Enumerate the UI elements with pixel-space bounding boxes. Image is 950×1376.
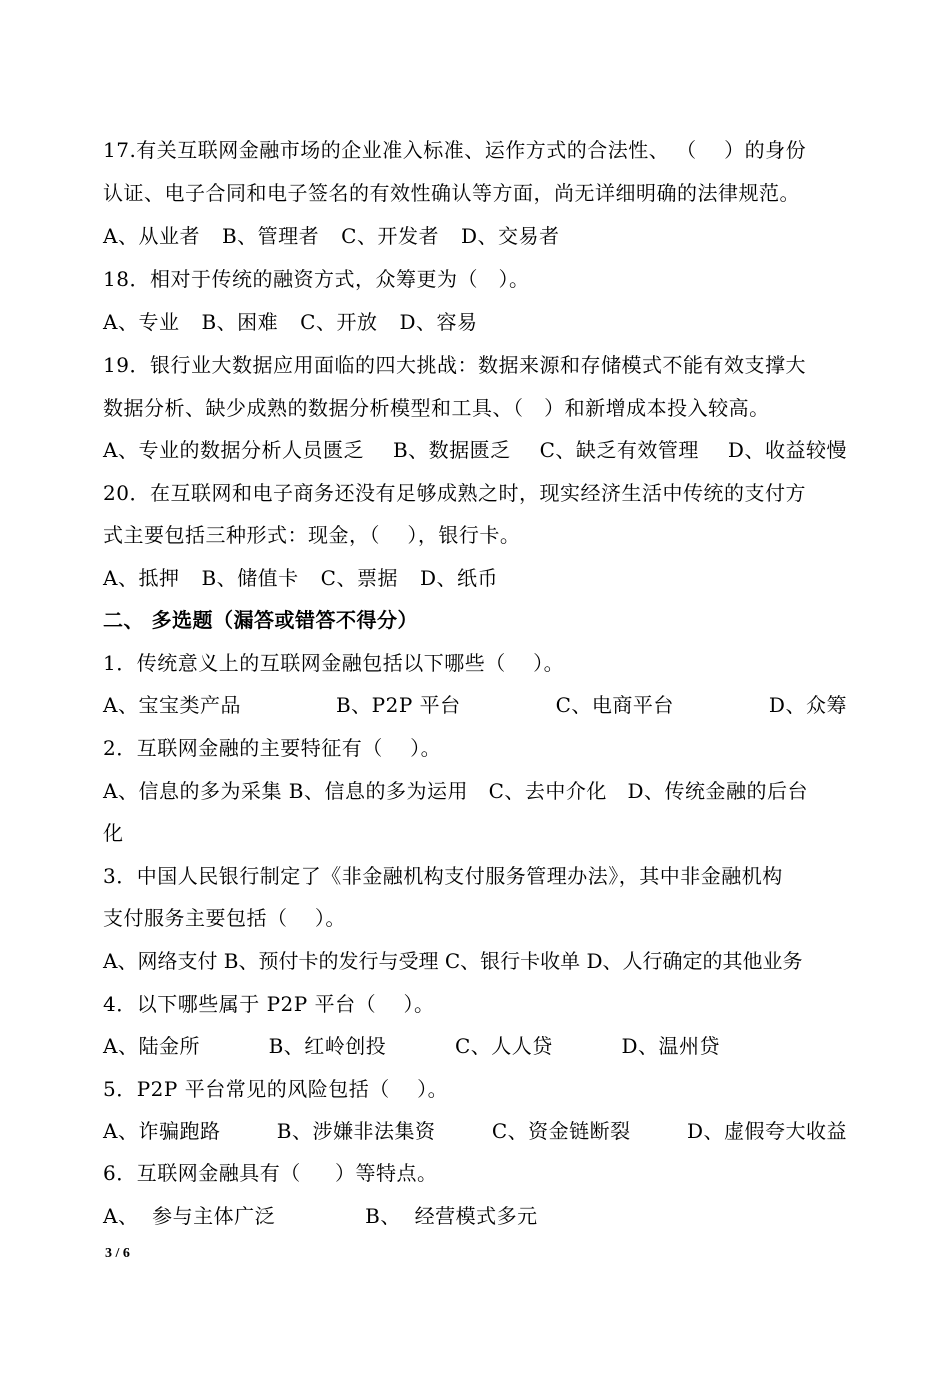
option-d: D、纸币: [419, 566, 499, 590]
question-20-text-line2: 式主要包括三种形式：现金，（ ），银行卡。: [103, 523, 521, 547]
question-18-text: 18．相对于传统的融资方式，众筹更为（ ）。: [103, 267, 530, 291]
option-b: B、涉嫌非法集资: [276, 1119, 436, 1143]
multi-question-2-options-wrap: 化: [103, 821, 124, 845]
question-19-text-line1: 19．银行业大数据应用面临的四大挑战：数据来源和存储模式不能有效支撑大: [103, 353, 806, 377]
option-c: C、开发者: [341, 224, 439, 248]
option-b: B、储值卡: [201, 566, 299, 590]
option-a: A、陆金所: [103, 1034, 200, 1058]
option-c: C、开放: [300, 310, 378, 334]
question-20-options: [103, 563, 847, 593]
option-a: A、宝宝类产品: [103, 693, 241, 717]
question-17-text-line1: 17.有关互联网金融市场的企业准入标准、运作方式的合法性、 （ ）的身份: [103, 138, 807, 162]
section-heading-multiple-choice: 二、 多选题（漏答或错答不得分）: [103, 608, 418, 632]
option-b: B、管理者: [221, 224, 320, 248]
question-19-options: [103, 435, 847, 465]
question-17-text-line2: 认证、电子合同和电子签名的有效性确认等方面，尚无详细明确的法律规范。: [103, 181, 800, 205]
multi-question-4-options: [103, 1031, 720, 1061]
option-a: A、专业的数据分析人员匮乏: [103, 438, 364, 462]
option-c: C、票据: [320, 566, 398, 590]
option-c: C、电商平台: [555, 693, 674, 717]
multi-question-1-text: 1．传统意义上的互联网金融包括以下哪些（ ）。: [103, 651, 565, 675]
option-d: D、收益较慢: [727, 438, 847, 462]
question-19-text-line2: 数据分析、缺少成熟的数据分析模型和工具、（ ）和新增成本投入较高。: [103, 396, 770, 420]
multi-question-3-text-line1: 3．中国人民银行制定了《非金融机构支付服务管理办法》，其中非金融机构: [103, 864, 783, 888]
option-a: A、从业者: [103, 224, 200, 248]
option-b: B、红岭创投: [268, 1034, 387, 1058]
multi-question-5-options: [103, 1116, 847, 1146]
option-d: D、交易者: [460, 224, 560, 248]
question-18-options: [103, 307, 847, 337]
multi-question-4-text: 4．以下哪些属于 P2P 平台（ ）。: [103, 992, 435, 1016]
option-b: B、 经营模式多元: [365, 1204, 538, 1228]
multi-question-6-text: 6．互联网金融具有（ ）等特点。: [103, 1161, 438, 1185]
option-a: A、抵押: [103, 566, 180, 590]
option-b: B、数据匮乏: [392, 438, 511, 462]
multi-question-2-options: A、信息的多为采集 B、信息的多为运用 C、去中介化 D、传统金融的后台: [103, 779, 808, 803]
option-b: B、P2P 平台: [335, 693, 461, 717]
option-d: D、容易: [399, 310, 478, 334]
option-d: D、温州贷: [621, 1034, 720, 1058]
multi-question-3-text-line2: 支付服务主要包括（ ）。: [103, 906, 346, 930]
option-c: C、缺乏有效管理: [539, 438, 699, 462]
option-d: D、众筹: [768, 693, 847, 717]
option-b: B、困难: [201, 310, 279, 334]
question-17-options: [103, 221, 847, 251]
question-20-text-line1: 20．在互联网和电子商务还没有足够成熟之时，现实经济生活中传统的支付方: [103, 481, 806, 505]
multi-question-2-text: 2．互联网金融的主要特征有（ ）。: [103, 736, 442, 760]
option-a: A、 参与主体广泛: [103, 1204, 276, 1228]
multi-question-5-text: 5．P2P 平台常见的风险包括（ ）。: [103, 1077, 449, 1101]
option-a: A、诈骗跑路: [103, 1119, 221, 1143]
option-a: A、专业: [103, 310, 180, 334]
page-number: 3 / 6: [105, 1246, 130, 1261]
option-c: C、人人贷: [454, 1034, 553, 1058]
multi-question-6-options: [103, 1201, 847, 1231]
option-c: C、资金链断裂: [491, 1119, 631, 1143]
multi-question-1-options: [103, 690, 847, 720]
multi-question-3-options: A、网络支付 B、预付卡的发行与受理 C、银行卡收单 D、人行确定的其他业务: [103, 949, 803, 973]
option-d: D、虚假夸大收益: [686, 1119, 847, 1143]
